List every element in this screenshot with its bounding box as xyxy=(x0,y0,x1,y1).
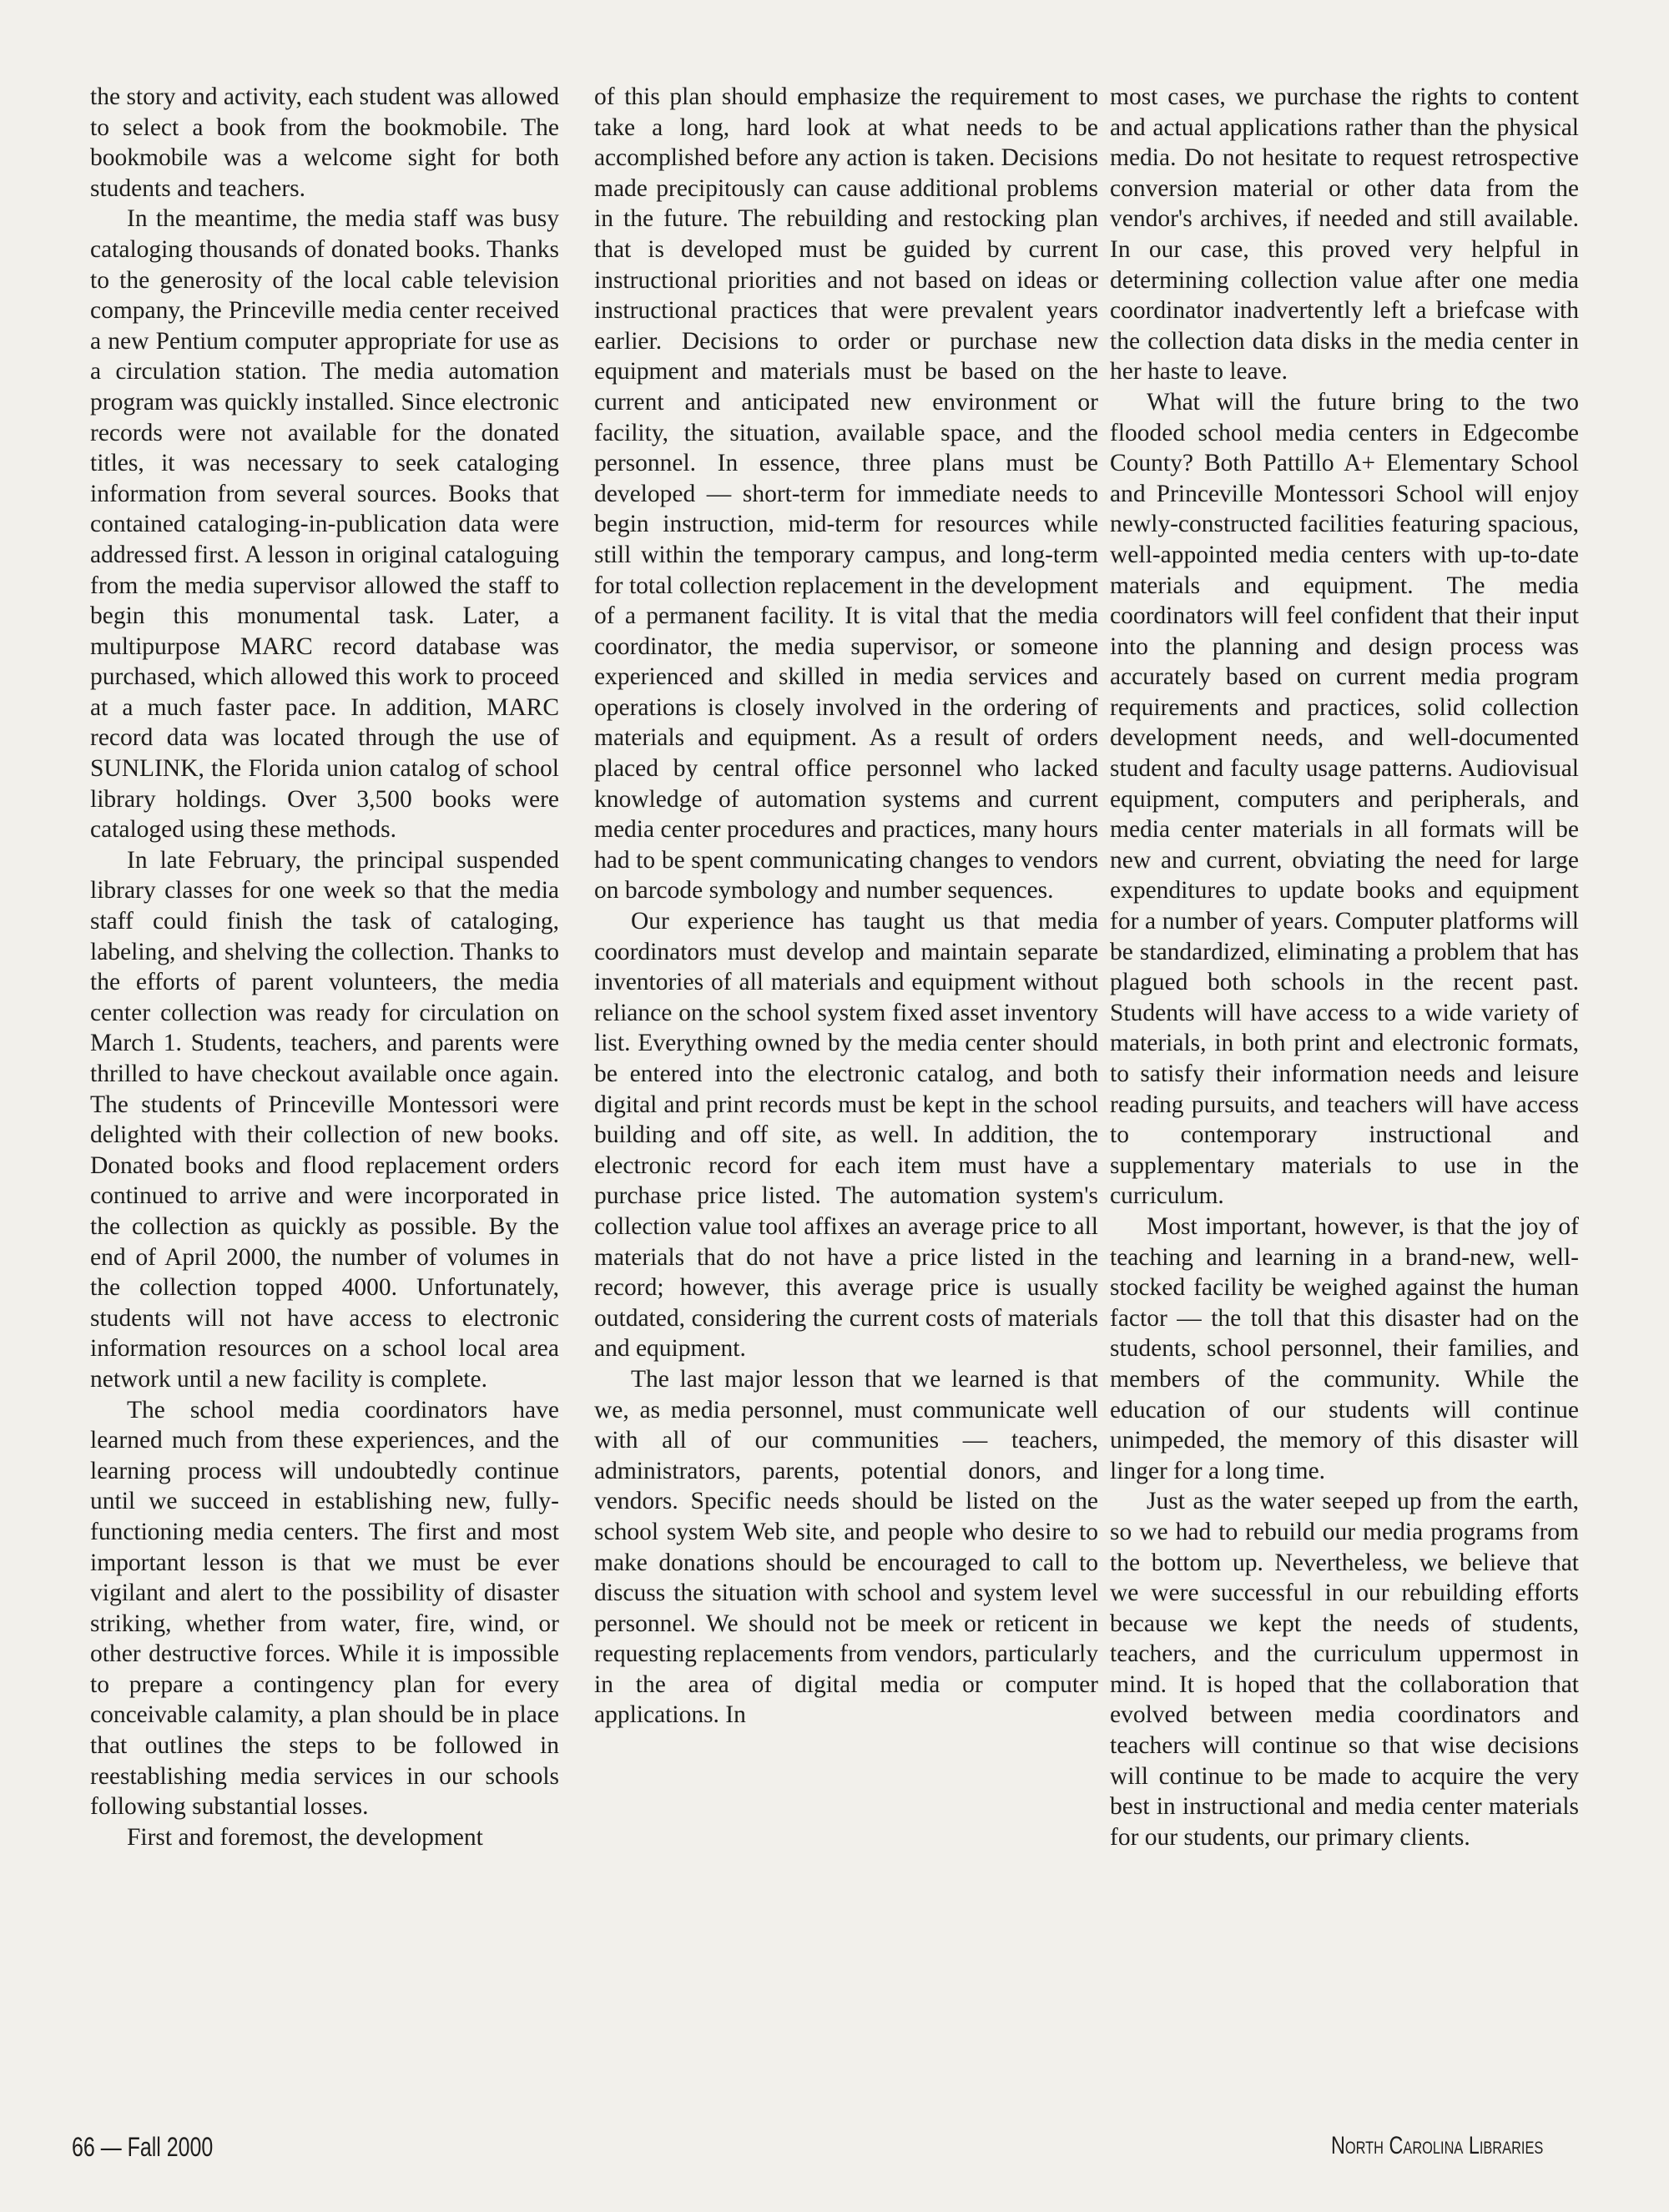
paragraph: Just as the water seeped up from the earth, so we had to rebuild our media programs from the bottom up. Nevertheless, we believe that we were successful in our rebuilding efforts because we kept the needs of students, teachers, and the curriculum uppermost in mind. It is hoped that the collaboration that evolved between media coordinators and teachers will continue so that wise decisions will continue to be made to acquire the very best in instructional and media center materials for our students, our primary clients. xyxy=(1110,1488,1579,1851)
paragraph: Most important, however, is that the joy of teaching and learning in a brand-new, well-stocked facility be weighed against the human factor — the toll that this disaster had on the students, school personnel, their families, and members of the community. While the education of our students will continue unimpeded, the memory of this disaster will linger for a long time. xyxy=(1110,1212,1579,1484)
column-1 xyxy=(90,82,559,1852)
paragraph: The last major lesson that we learned is that we, as media personnel, must communicate well with all of our communities — teachers, administrators, parents, potential donors, and vendors. Specific needs should be listed on the school system Web site, and people who desire to make donations should be encouraged to call to discuss the situation with school and system level personnel. We should not be meek or reticent in requesting replacements from vendors, particularly in the area of digital media or computer applications. In xyxy=(594,1365,1098,1729)
paragraph: In late February, the principal suspended library classes for one week so that the media staff could finish the task of cataloging, labeling, and shelving the collection. Thanks to the efforts of parent volunteers, the media center collection was ready for circulation on March 1. Students, teachers, and parents were thrilled to have checkout available once again. The students of Princeville Montessori were delighted with their collection of new books. Donated books and flood replacement orders continued to arrive and were incorporated in the collection as quickly as possible. By the end of April 2000, the number of volumes in the collection topped 4000. Unfortunately, students will not have access to electronic information resources on a school local area network until a new facility is complete. xyxy=(90,846,559,1393)
paragraph: First and foremost, the development xyxy=(127,1823,483,1851)
paragraph: of this plan should emphasize the requirement to take a long, hard look at what needs to be accomplished before any action is taken. Decisions made precipitously can cause additional problems in the future. The rebuilding and restocking plan that is developed must be guided by current instructional priorities and not based on ideas or instructional practices that were prevalent years earlier. Decisions to order or purchase new equipment and materials must be based on the current and anticipated new environment or facility, the situation, available space, and the personnel. In essence, three plans must be developed — short-term for immediate needs to begin instruction, mid-term for resources while still within the temporary campus, and long-term for total collection replacement in the development of a permanent facility. It is vital that the media coordinator, the media supervisor, or someone experienced and skilled in media services and operations is closely involved in the ordering of materials and equipment. As a result of orders placed by central office personnel who lacked knowledge of automation systems and current media center procedures and practices, many hours had to be spent communicating changes to vendors on barcode symbology and number sequences. xyxy=(594,83,1098,904)
paragraph: The school media coordinators have learned much from these experiences, and the learning process will undoubtedly continue until we succeed in establishing new, fully-functioning media centers. The first and most important lesson is that we must be ever vigilant and alert to the possibility of disaster striking, whether from water, fire, wind, or other destructive forces. While it is impossible to prepare a contingency plan for every conceivable calamity, a plan should be in place that outlines the steps to be followed in reestablishing media services in our schools following substantial losses. xyxy=(90,1396,559,1821)
page-number-issue: 66 — Fall 2000 xyxy=(72,2132,214,2162)
journal-title: North Carolina Libraries xyxy=(1331,2132,1544,2159)
column-3 xyxy=(1110,82,1579,1852)
paragraph: Our experience has taught us that media coordinators must develop and maintain separate inventories of all materials and equipment without reliance on the school system fixed asset inventory list. Everything owned by the media center should be entered into the electronic catalog, and both digital and print records must be kept in the school building and off site, as well. In addition, the electronic record for each item must have a purchase price listed. The automation system's collection value tool affixes an average price to all materials that do not have a price listed in the record; however, this average price is usually outdated, considering the current costs of materials and equipment. xyxy=(594,908,1098,1363)
paragraph: most cases, we purchase the rights to content and actual applications rather than the physical media. Do not hesitate to request retrospective conversion material or other data from the vendor's archives, if needed and still available. In our case, this proved very helpful in determining collection value after one media coordinator inadvertently left a briefcase with the collection data disks in the media center in her haste to leave. xyxy=(1110,83,1579,385)
column-2 xyxy=(594,82,1098,1731)
paragraph: What will the future bring to the two flooded school media centers in Edgecombe County? Both Pattillo A+ Elementary School and Princeville Montessori School will enjoy newly-constructed facilities featuring spacious, well-appointed media centers with up-to-date materials and equipment. The media coordinators will feel confident that their input into the planning and design process was accurately based on current media program requirements and practices, solid collection development needs, and well-documented student and faculty usage patterns. Audiovisual equipment, computers and peripherals, and media center materials in all formats will be new and current, obviating the need for large expenditures to update books and equipment for a number of years. Computer platforms will be standardized, eliminating a problem that has plagued both schools in the recent past. Students will have access to a wide variety of materials, in both print and electronic formats, to satisfy their information needs and leisure reading pursuits, and teachers will have access to contemporary instructional and supplementary materials to use in the curriculum. xyxy=(1110,388,1579,1210)
paragraph: the story and activity, each student was allowed to select a book from the bookmobile. The bookmobile was a welcome sight for both students and teachers. xyxy=(90,83,559,202)
paragraph: In the meantime, the media staff was busy cataloging thousands of donated books. Thanks to the generosity of the local cable television company, the Princeville media center received a new Pentium computer appropriate for use as a circulation station. The media automation program was quickly installed. Since electronic records were not available for the donated titles, it was necessary to seek cataloging information from several sources. Books that contained cataloging-in-publication data were addressed first. A lesson in original cataloguing from the media supervisor allowed the staff to begin this monumental task. Later, a multipurpose MARC record database was purchased, which allowed this work to proceed at a much faster pace. In addition, MARC record data was located through the use of SUNLINK, the Florida union catalog of school library holdings. Over 3,500 books were cataloged using these methods. xyxy=(90,205,559,844)
